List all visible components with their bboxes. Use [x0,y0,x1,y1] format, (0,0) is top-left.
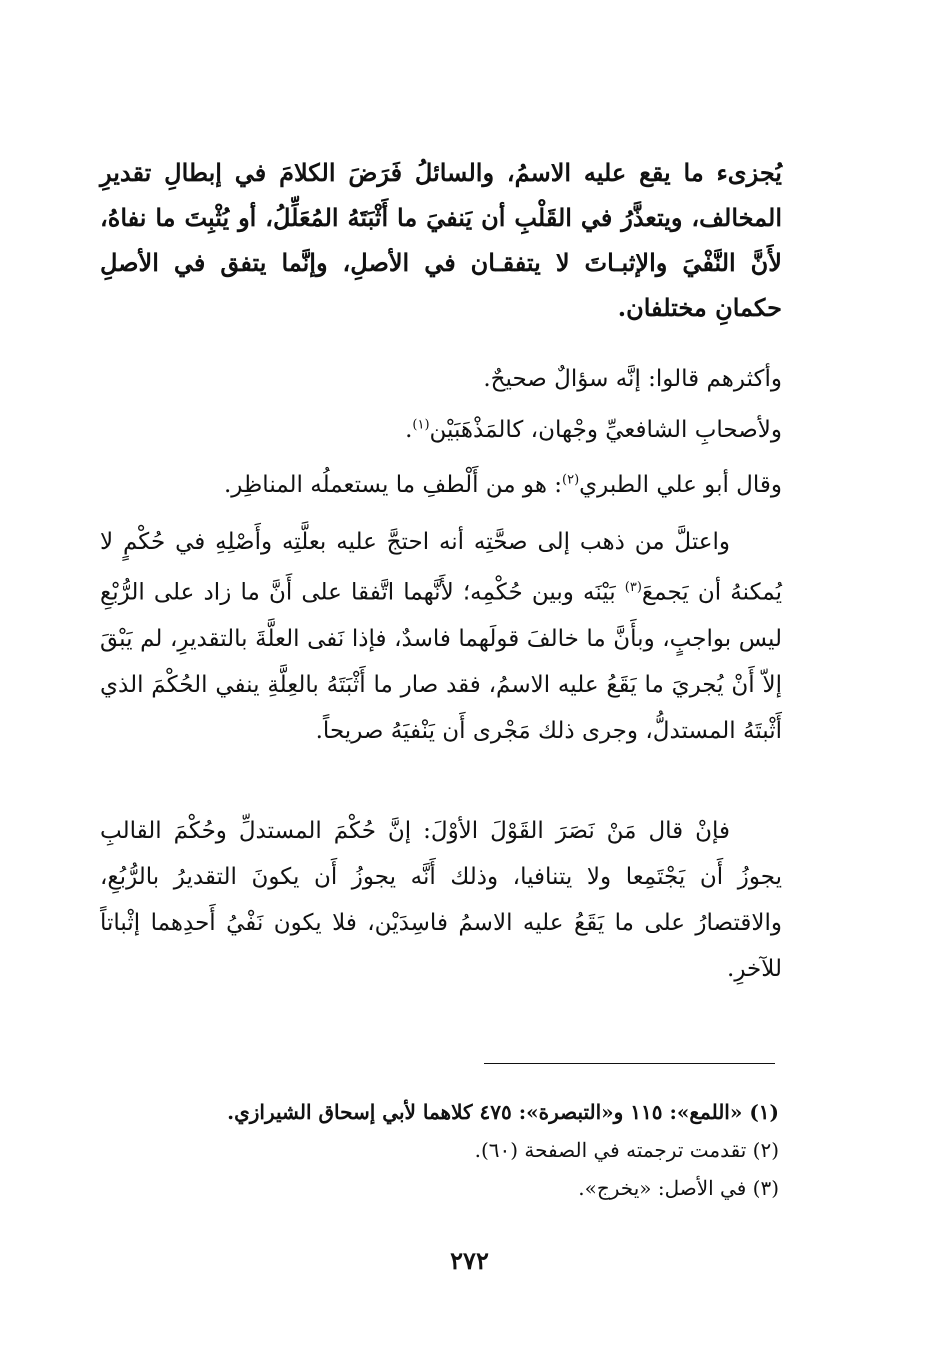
paragraph-nasar: فإنْ قال مَنْ نَصَرَ القَوْلَ الأوْلَ: إنَّ حُكْمَ المستدلِّ وحُكْمَ القالبِ يجوزُ أَن يَجْتَمِعا ولا يتنافيا، وذلك أَنَّه يجوزُ أَن يكونَ التقديرُ بالرُّبُعِ، والاقتصارُ على ما يَقَعُ عليه الاسمُ فاسِدَيْن، فلا يكون نَفْيُ أَحدِهما إثْباتاً للآخرِ. [100,818,782,982]
line-tabari-end: : هو من أَلْطفِ ما يستعملُه المناظِر. [224,472,563,498]
line-tabari [224,472,782,498]
footnote-ref-2: (٢) [562,472,580,488]
footnotes [227,1093,779,1207]
page-number: ٢٧٢ [450,1246,489,1275]
paragraph-ihtajja [100,519,782,754]
paragraph-ihtajja-a: واعتلَّ من ذهب إلى صحَّتِه أنه احتجَّ عليه بعلَّتِه وأَصْلِهِ في حُكْمٍ لا يُمكنهُ أن يَجمعَ [100,529,782,606]
footnote-separator [484,1063,775,1064]
footnote-2: (٢) تقدمت ترجمته في الصفحة (٦٠). [474,1138,779,1162]
line-shafii-end: . [405,417,413,443]
footnote-ref-1: (١) [412,417,430,433]
footnote-3: (٣) في الأصل: «يخرج». [578,1176,779,1200]
line-tabari-text: وقال أبو علي الطبري [579,472,782,498]
footnote-ref-3: (٣) [624,580,642,595]
intro-paragraph: يُجزىء ما يقع عليه الاسمُ، والسائلُ فَرَضَ الكلامَ في إبطالِ تقديرِ المخالف، ويتعذَّرُ في القَلْبِ أن يَنفيَ ما أَثْبَتَهُ المُعَلِّلُ، أو يُثْبِتَ ما نفاهُ، لأَنَّ النَّفْيَ والإثبـاتَ لا يتفقـان في الأصلِ، وإنَّما يتفق في الأصلِ حكمانِ مختلفان. [100,158,782,322]
line-shafii [405,417,782,443]
footnote-1: (١) «اللمع»: ١١٥ و«التبصرة»: ٤٧٥ كلاهما لأبي إسحاق الشيرازي. [227,1100,779,1124]
line-most-said: وأكثرهم قالوا: إنَّه سؤالٌ صحيحٌ. [483,366,782,392]
line-shafii-text: ولأصحابِ الشافعيِّ وجْهان، كالمَذْهَبَيْن [429,417,782,443]
paragraph-ihtajja-b: بَيْنَه وبين حُكْمِه؛ لأَنَّهما اتَّفقا على أَنَّ ما زاد على الرُّبْعِ ليس بواجبٍ، وبأَنَّ ما خالفَ قولَهما فاسدٌ، فإذا نَفى العلَّةَ بالتقديرِ، لم يَبْقَ إلاّ أَنْ يُجريَ ما يَقَعُ عليه الاسمُ، فقد صار ما أَثْبَتَهُ بالعِلَّةِ ينفي الحُكْمَ الذي أَثْبتَهُ المستدلُّ، وجرى ذلك مَجْرى أَن يَنْفيَهُ صريحاً. [100,579,782,744]
